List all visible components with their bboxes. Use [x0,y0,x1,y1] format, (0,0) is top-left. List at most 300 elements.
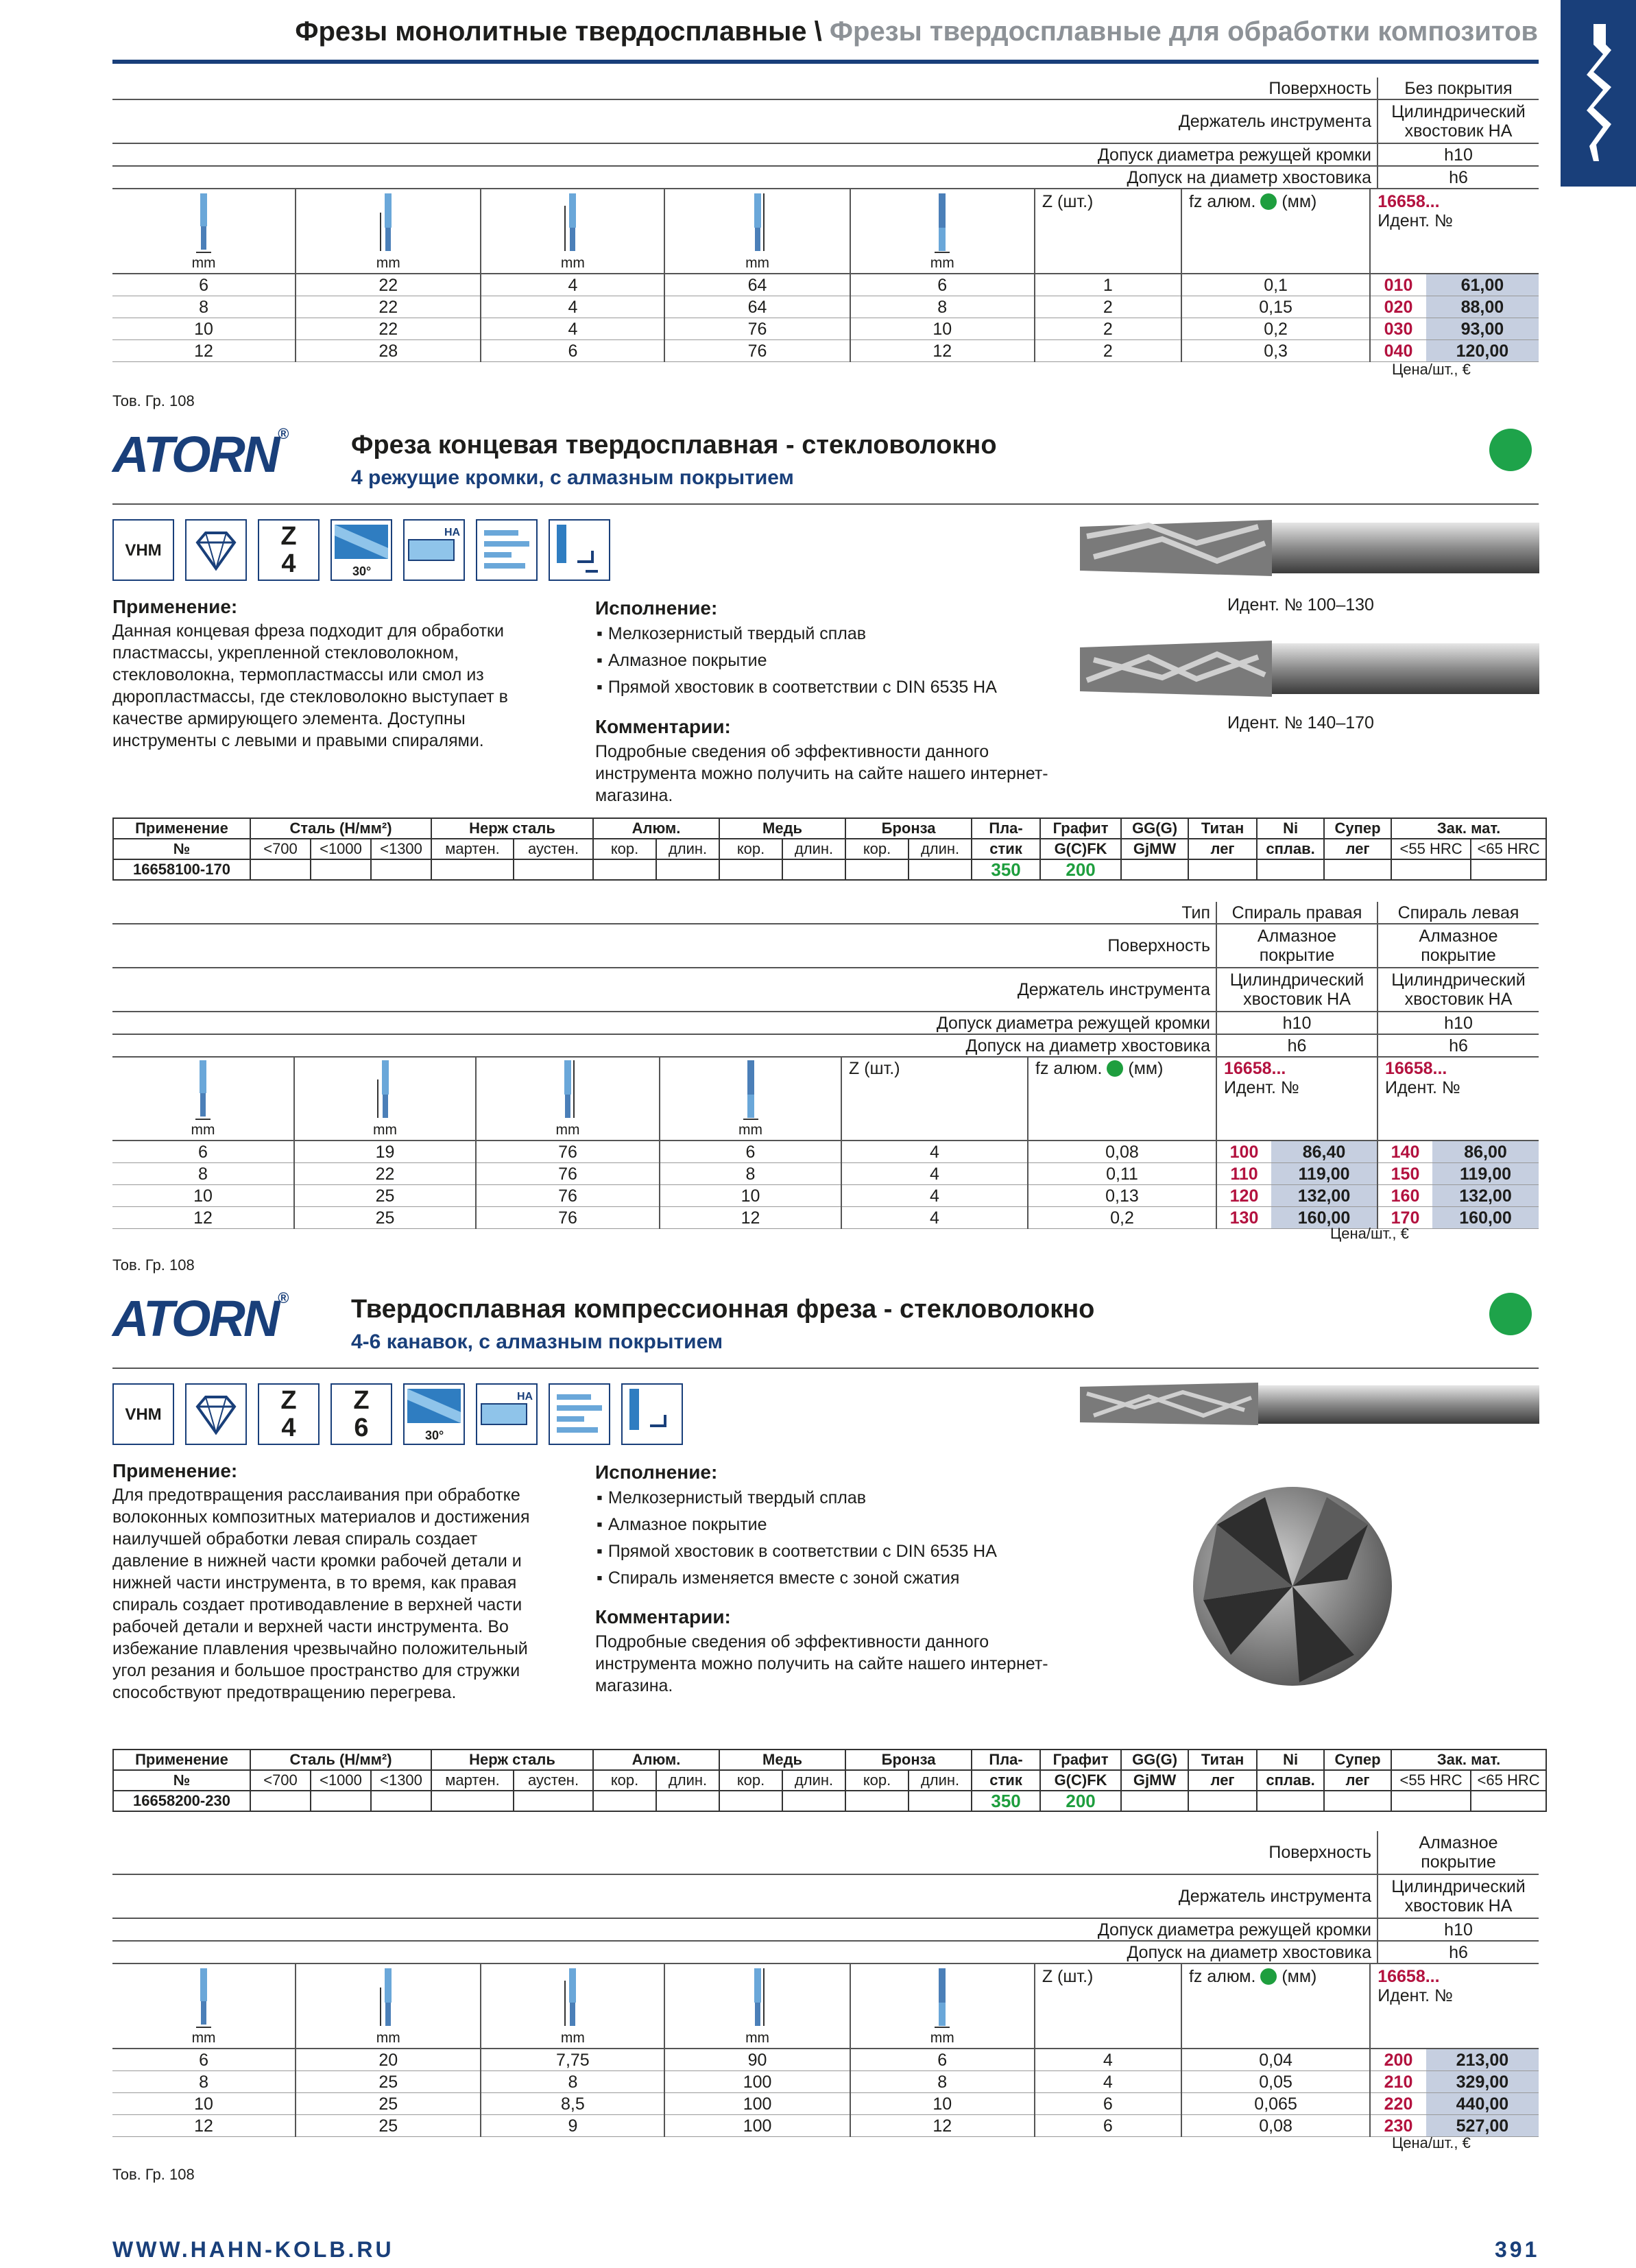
table-cell: Допуск на диаметр хвостовика [112,1034,1216,1057]
total-length-icon [557,1059,578,1121]
table-cell: Бронза [845,1750,972,1770]
list-item: ▪ Мелкозернистый твердый сплав [597,621,997,647]
table-cell: длин. [656,1770,719,1791]
spec-label: Держатель инструмента [112,99,1378,143]
table-cell: лег [1324,1770,1391,1791]
table-cell: 0,11 [1028,1163,1216,1185]
header-title-main: Фрезы монолитные твердосплавные [295,16,807,47]
table-cell: 25 [294,1185,476,1207]
table-cell: 100 [664,2115,850,2137]
tolerance-icon [549,1383,610,1445]
table-cell: GjMW [1121,1770,1188,1791]
ident-header [1370,189,1539,274]
shank-diameter-icon [932,192,952,254]
table-cell: 8,5 [481,2093,664,2115]
table-cell: 4 [1035,2071,1181,2093]
comments-heading: Комментарии: [595,1606,731,1627]
graphite-speed: 200 [1040,1791,1121,1811]
table-cell: h10 [1378,1012,1539,1034]
table-cell: 12 [850,340,1035,362]
cutting-diameter-icon [193,1059,213,1121]
text: (мм) [1282,1967,1317,1986]
fz-header [1181,1964,1370,2049]
text: Идент. № [1378,1986,1453,2005]
table-row [112,1941,1539,1963]
table-cell [1121,859,1188,880]
spec-value: h10 [1378,143,1539,166]
table-cell: Пла- [972,818,1040,839]
table-cell: 28 [296,340,481,362]
table-row [112,340,1539,362]
flutes-icon [258,519,320,581]
table-cell: 8 [850,296,1035,318]
table-cell: 0,04 [1181,2049,1370,2071]
table-cell: Нерж сталь [431,818,593,839]
text: (мм) [1128,1059,1164,1078]
total-length-icon [747,1967,768,2029]
table-cell: 64 [664,274,850,296]
fz-label: fz алюм. [1188,192,1256,211]
table-row [112,924,1539,968]
text: Z [280,1386,297,1415]
table-cell: лег [1324,839,1391,859]
ident-label: Идент. № [1378,211,1453,230]
text: HA [517,1391,533,1402]
table-row [112,902,1539,924]
text: Z [280,522,297,551]
table-cell: <1300 [371,839,431,859]
unit-label: mm [376,255,400,271]
table-cell: 12 [112,1207,294,1229]
table-cell: кор. [845,1770,909,1791]
list-item: ▪ Спираль изменяется вместе с зоной сжатия [597,1565,997,1592]
dim-d2-header [850,189,1035,274]
unit-label: mm [560,255,585,271]
table-cell: 4 [841,1185,1028,1207]
table-cell [371,859,431,880]
table-cell: 86,40 [1271,1141,1378,1163]
table-cell: <700 [250,839,311,859]
table-cell: 100 [664,2071,850,2093]
table-row [113,1750,1546,1770]
table-cell: Допуск диаметра режущей кромки [112,1012,1216,1034]
table-cell: 10 [850,2093,1035,2115]
table-cell: 6 [660,1141,841,1163]
table-cell: 76 [664,318,850,340]
table-cell: <1300 [371,1770,431,1791]
table-cell: 25 [296,2115,481,2137]
table-cell: стик [972,839,1040,859]
text: 16658... [1385,1059,1447,1078]
total-length-icon [747,192,768,254]
table-cell: 25 [296,2093,481,2115]
table-cell [476,1056,660,1141]
machining-icon [549,519,610,581]
table-row [112,1918,1539,1941]
table-cell: 22 [296,296,481,318]
table1-data [112,189,1539,362]
cutting-length-icon [375,1059,396,1121]
text: ATORN [112,1290,278,1347]
text: fz алюм. [1035,1059,1103,1078]
table-cell [371,1791,431,1811]
table-cell: длин. [656,839,719,859]
table-cell: Алмазное покрытие [1378,924,1539,968]
table-row [112,189,1539,274]
text: 30° [425,1429,444,1442]
list-item: ▪ Прямой хвостовик в соответствии с DIN 6535 HA [597,1538,997,1565]
table-cell: <65 HRC [1471,839,1546,859]
product-title: Твердосплавная компрессионная фреза - стекловолокно [351,1295,1095,1324]
product-subtitle: 4-6 канавок, с алмазным покрытием [351,1330,723,1353]
table-cell [431,1791,514,1811]
table-cell: 0,05 [1181,2071,1370,2093]
table-cell [1324,1791,1391,1811]
product-group: Тов. Гр. 108 [112,392,195,409]
table-cell: Спираль левая [1378,902,1539,924]
table-cell: Сталь (Н/мм²) [250,1750,431,1770]
table-cell: 0,2 [1028,1207,1216,1229]
table-cell: 0,065 [1181,2093,1370,2115]
table-cell: 4 [481,318,664,340]
table-cell: мартен. [431,839,514,859]
table-cell: <1000 [311,1770,371,1791]
application-heading: Применение: [112,596,238,617]
table-cell: h10 [1378,1918,1539,1941]
header-rule [112,60,1539,64]
table-cell [296,1964,481,2049]
table-cell: 7,75 [481,2049,664,2071]
comments-text: Подробные сведения об эффективности данного инструмента можно получить на сайте нашего интернет-магазина. [595,1632,1048,1695]
tolerance-icon [476,519,538,581]
table-cell: 0,3 [1181,340,1370,362]
comments-text: Подробные сведения об эффективности данного инструмента можно получить на сайте нашего интернет-магазина. [595,742,1048,805]
table-cell: 230 [1370,2115,1426,2137]
table-cell [656,859,719,880]
dim-r-header [481,189,664,274]
table-cell: Тип [112,902,1216,924]
table-cell: Поверхность [112,1831,1378,1874]
table-cell: 170 [1378,1207,1432,1229]
header-title-sub: Фрезы твердосплавные для обработки композитов [829,16,1538,47]
shank-diameter-icon [932,1967,952,2029]
text: 16658... [1378,1967,1440,1986]
end-view-image [1190,1483,1395,1689]
table-row [112,968,1539,1012]
table-cell: 1 [1035,274,1181,296]
table-cell: G(C)FK [1040,839,1121,859]
table-cell: сплав. [1257,1770,1324,1791]
text: 16658... [1224,1059,1286,1078]
spec-label: Допуск диаметра режущей кромки [112,143,1378,166]
table-cell: 22 [294,1163,476,1185]
table-cell: Применение [113,1750,250,1770]
table-cell: аустен. [514,839,593,859]
table-cell: 160,00 [1432,1207,1539,1229]
table-cell: № [113,1770,250,1791]
table-cell: G(C)FK [1040,1770,1121,1791]
table-cell: <65 HRC [1471,1770,1546,1791]
table-cell: 6 [1035,2115,1181,2137]
vhm-icon [112,1383,174,1445]
table-cell [294,1056,476,1141]
table-row [113,818,1546,839]
table-cell [1391,859,1471,880]
image-caption: Идент. № 100–130 [1227,595,1374,614]
table-cell: h6 [1378,1941,1539,1963]
table-row [113,1770,1546,1791]
plastic-speed: 350 [972,859,1040,880]
table2-specs [112,902,1539,1058]
table-cell: 0,2 [1181,318,1370,340]
shank-diameter-icon [741,1059,761,1121]
table-cell: 10 [112,2093,296,2115]
text: mm [555,1122,580,1138]
shank-ha-icon [476,1383,538,1445]
product-group: Тов. Гр. 108 [112,1256,195,1274]
unit-label: mm [745,255,770,271]
table-cell: 8 [660,1163,841,1185]
atorn-logo: ATORN® [112,1289,287,1347]
table-cell: 329,00 [1426,2071,1539,2093]
table-cell: Цилиндрический хвостовик HA [1378,1874,1539,1918]
table-row [112,274,1539,296]
z-header: Z (шт.) [1035,189,1181,274]
list-item: ▪ Алмазное покрытие [597,1512,997,1538]
table-cell [311,859,371,880]
table-cell: 76 [476,1207,660,1229]
table-cell: сплав. [1257,839,1324,859]
table2-data [112,1056,1539,1229]
spec-label: Допуск на диаметр хвостовика [112,166,1378,189]
table-cell: 527,00 [1426,2115,1539,2137]
text: 4 [281,549,296,578]
price-label: Цена/шт., € [1330,1225,1409,1242]
table-cell: 4 [481,296,664,318]
text: mm [745,2030,770,2046]
cutting-length-icon [378,1967,398,2029]
table-cell: длин. [909,839,972,859]
table-row [112,318,1539,340]
graphite-speed: 200 [1040,859,1121,880]
table-cell: 19 [294,1141,476,1163]
table-cell [845,1791,909,1811]
price: 93,00 [1426,318,1539,340]
text: HA [444,527,461,538]
plastic-speed: 350 [972,1791,1040,1811]
table-cell: 10 [660,1185,841,1207]
table-cell [431,859,514,880]
table-cell: кор. [593,1770,656,1791]
table-row [112,2115,1539,2137]
text: mm [560,2030,585,2046]
z-header: Z (шт.) [841,1056,1028,1141]
product-subtitle: 4 режущие кромки, с алмазным покрытием [351,466,794,489]
table-row [112,2071,1539,2093]
execution-list [597,621,997,701]
table-row [112,99,1539,143]
endmill-image-1 [1080,516,1539,580]
article-range: 16658100-170 [113,859,250,880]
section-tab [1561,0,1636,187]
table-cell [909,1791,972,1811]
table-row [112,143,1539,166]
vhm-icon [112,519,174,581]
drill-icon [1573,24,1624,161]
table-cell: 76 [476,1185,660,1207]
table-row [113,859,1546,880]
table-cell: 200 [1370,2049,1426,2071]
table-cell: Алмазное покрытие [1216,924,1378,968]
fz-header [1028,1056,1216,1141]
text: VHM [125,541,162,560]
table-cell: 76 [476,1141,660,1163]
ident-header [1378,1056,1539,1141]
table-cell: кор. [719,839,782,859]
table-cell: 220 [1370,2093,1426,2115]
execution-list [597,1485,997,1592]
article-range: 16658200-230 [113,1791,250,1811]
comments-heading: Комментарии: [595,716,731,737]
table-cell [112,1056,294,1141]
spec-label: Поверхность [112,77,1378,99]
dim-l1-header [664,189,850,274]
machining-icon [621,1383,683,1445]
table-cell: 0,08 [1181,2115,1370,2137]
materials-table-2 [112,1749,1547,1812]
table-cell: 76 [476,1163,660,1185]
table-cell: GG(G) [1121,818,1188,839]
page-header [295,16,1538,47]
table-cell: h10 [1216,1012,1378,1034]
table-cell [1188,1791,1257,1811]
status-dot [1489,429,1532,471]
table-row [112,1012,1539,1034]
footer-url[interactable]: WWW.HAHN-KOLB.RU [112,2237,394,2262]
table-cell [850,1964,1035,2049]
text: Идент. № [1385,1078,1460,1097]
table-cell: 86,00 [1432,1141,1539,1163]
table-cell: лег [1188,1770,1257,1791]
table-cell: 64 [664,296,850,318]
table-cell: 0,08 [1028,1141,1216,1163]
table-cell: <700 [250,1770,311,1791]
table-cell: Держатель инструмента [112,968,1216,1012]
table-row [112,296,1539,318]
table-row [112,1034,1539,1057]
helix-angle-icon [403,1383,465,1445]
table-cell: 25 [294,1207,476,1229]
ident-code: 010 [1370,274,1426,296]
table-cell: 8 [112,2071,296,2093]
green-dot-icon [1260,193,1277,210]
table-cell: Ni [1257,818,1324,839]
spec-value: Без покрытия [1378,77,1539,99]
table-cell: 120 [1216,1185,1271,1207]
table-cell: 119,00 [1432,1163,1539,1185]
table-cell: 6 [481,340,664,362]
table-cell: 4 [1035,2049,1181,2071]
table-row [112,1056,1539,1141]
table-row [112,1141,1539,1163]
table-cell: 22 [296,318,481,340]
table-cell: 12 [112,2115,296,2137]
z-header: Z (шт.) [1035,1964,1181,2049]
ident-header [1370,1964,1539,2049]
table-cell: 110 [1216,1163,1271,1185]
ident-code: 020 [1370,296,1426,318]
table1-specs [112,77,1539,189]
table-cell: Алюм. [593,1750,719,1770]
atorn-logo: ATORN® [112,425,287,483]
table-cell: 12 [112,340,296,362]
table-cell: Спираль правая [1216,902,1378,924]
text: mm [930,2030,954,2046]
table-cell: Допуск на диаметр хвостовика [112,1941,1378,1963]
price-label: Цена/шт., € [1392,361,1471,378]
table-cell: Медь [719,818,845,839]
table-cell [1471,1791,1546,1811]
table-row [112,1874,1539,1918]
table-cell: длин. [782,1770,845,1791]
cutting-diameter-icon [193,1967,214,2029]
fz-header [1181,189,1370,274]
table-cell [656,1791,719,1811]
table-cell: лег [1188,839,1257,859]
compression-mill-image [1080,1380,1539,1428]
table-cell: 9 [481,2115,664,2137]
table-cell: 20 [296,2049,481,2071]
table-cell: 10 [112,1185,294,1207]
table-cell: № [113,839,250,859]
table-cell: 150 [1378,1163,1432,1185]
table-cell [593,1791,656,1811]
table-row [113,839,1546,859]
cutting-diameter-icon [193,192,214,254]
table-cell: <1000 [311,839,371,859]
status-dot [1489,1293,1532,1335]
page-number: 391 [1495,2237,1540,2262]
table-cell: Супер [1324,818,1391,839]
table-cell [1188,859,1257,880]
table-cell: 132,00 [1432,1185,1539,1207]
table-cell: 10 [850,318,1035,340]
table-cell: 8 [112,1163,294,1185]
table-cell: Алмазное покрытие [1378,1831,1539,1874]
table-cell: 140 [1378,1141,1432,1163]
ident-header [1216,1056,1378,1141]
table-cell: Сталь (Н/мм²) [250,818,431,839]
text: mm [376,2030,400,2046]
table-row [112,2049,1539,2071]
text: 30° [352,564,372,578]
table-cell [1257,1791,1324,1811]
table-cell: 100 [664,2093,850,2115]
table-cell [719,1791,782,1811]
dim-d1-header [112,189,296,274]
table-cell: 2 [1035,340,1181,362]
table-cell [782,1791,845,1811]
text: fz алюм. [1188,1967,1256,1986]
table-cell [719,859,782,880]
table-cell: 0,15 [1181,296,1370,318]
table-cell [112,1964,296,2049]
table-row [112,1831,1539,1874]
table-cell: 12 [660,1207,841,1229]
text: mm [738,1122,762,1138]
table-cell: 12 [850,2115,1035,2137]
table-cell: 8 [850,2071,1035,2093]
